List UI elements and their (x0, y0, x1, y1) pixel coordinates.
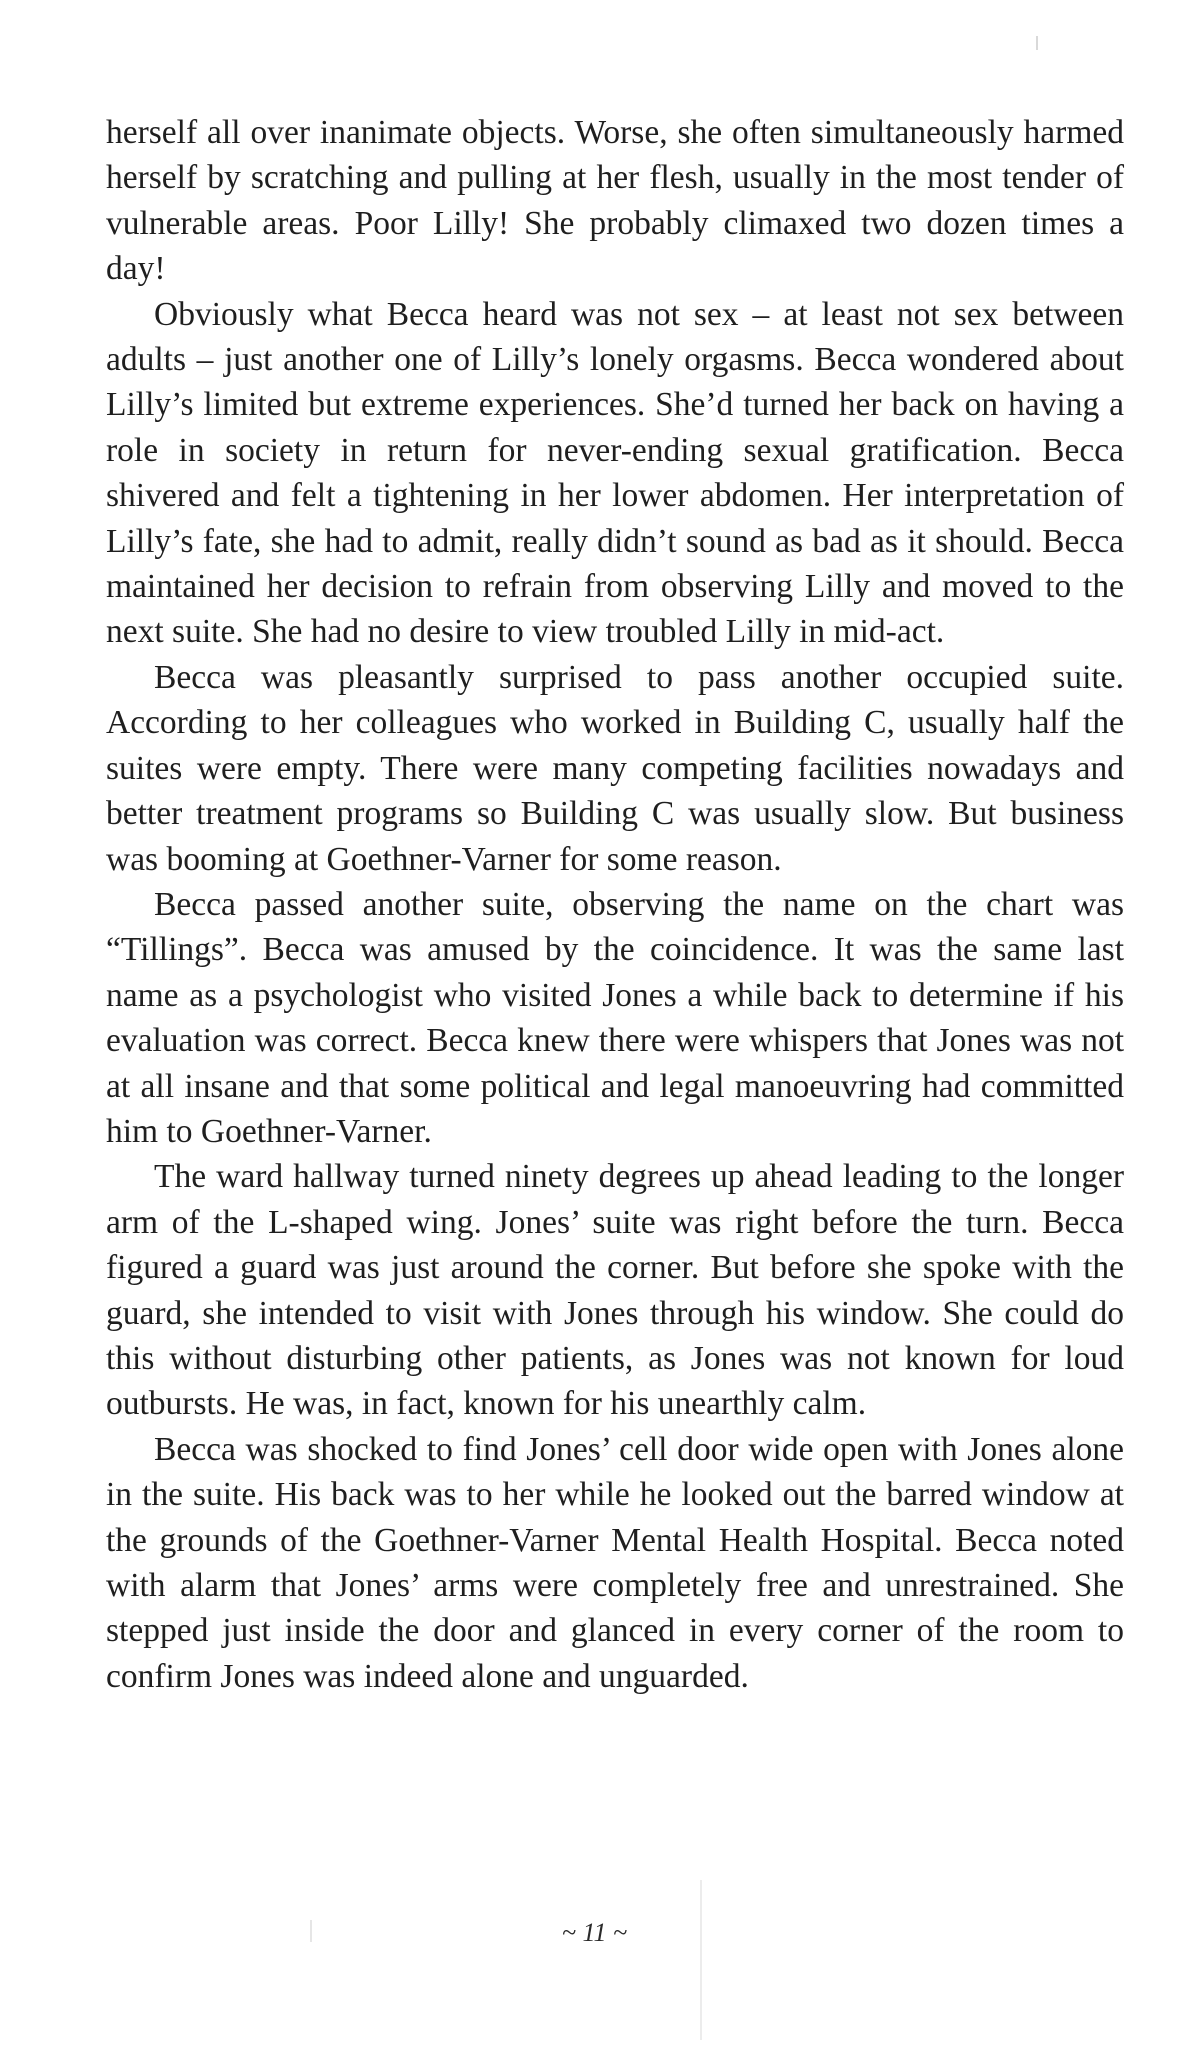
body-text (106, 110, 1124, 1699)
page-number: ~ 11 ~ (561, 1918, 628, 1947)
paragraph: herself all over inanimate objects. Worse, she often simultaneously harmed herself by scratching and pulling at her flesh, usually in the most tender of vulnerable areas. Poor Lilly! She probably climaxed two dozen times a day! (106, 114, 1124, 288)
paragraph: The ward hallway turned ninety degrees up ahead leading to the longer arm of the L-shaped wing. Jones’ suite was right before the turn. Becca figured a guard was just around the corner. But before she spoke with the guard, she intended to visit with Jones through his window. She could do this without disturbing other patients, as Jones was not known for loud outbursts. He was, in fact, known for his unearthly calm. (106, 1158, 1124, 1423)
scan-speck (700, 1880, 702, 2040)
scan-speck (1036, 36, 1038, 50)
paragraph: Becca was shocked to find Jones’ cell door wide open with Jones alone in the suite. His back was to her while he looked out the barred window at the grounds of the Goethner-Varner Mental Health Hospital. Becca noted with alarm that Jones’ arms were completely free and unrestrained. She stepped just inside the door and glanced in every corner of the room to confirm Jones was indeed alone and unguarded. (106, 1430, 1124, 1695)
paragraph: Obviously what Becca heard was not sex – at least not sex between adults – just another one of Lilly’s lonely orgasms. Becca wondered about Lilly’s limited but extreme experiences. She’d turned her back on having a role in society in return for never-ending sexual gratification. Becca shivered and felt a tightening in her lower abdomen. Her interpretation of Lilly’s fate, she had to admit, really didn’t sound as bad as it should. Becca maintained her decision to refrain from observing Lilly and moved to the next suite. She had no desire to view troubled Lilly in mid-act. (106, 295, 1124, 651)
paragraph: Becca was pleasantly surprised to pass another occupied suite. According to her colleagues who worked in Building C, usually half the suites were empty. There were many competing facilities nowadays and better treatment programs so Building C was usually slow. But business was booming at Goethner-Varner for some reason. (106, 658, 1124, 878)
paragraph: Becca passed another suite, observing the name on the chart was “Tillings”. Becca was amused by the coincidence. It was the same last name as a psychologist who visited Jones a while back to determine if his evaluation was correct. Becca knew there were whispers that Jones was not at all insane and that some political and legal manoeuvring had committed him to Goethner-Varner. (106, 885, 1124, 1150)
